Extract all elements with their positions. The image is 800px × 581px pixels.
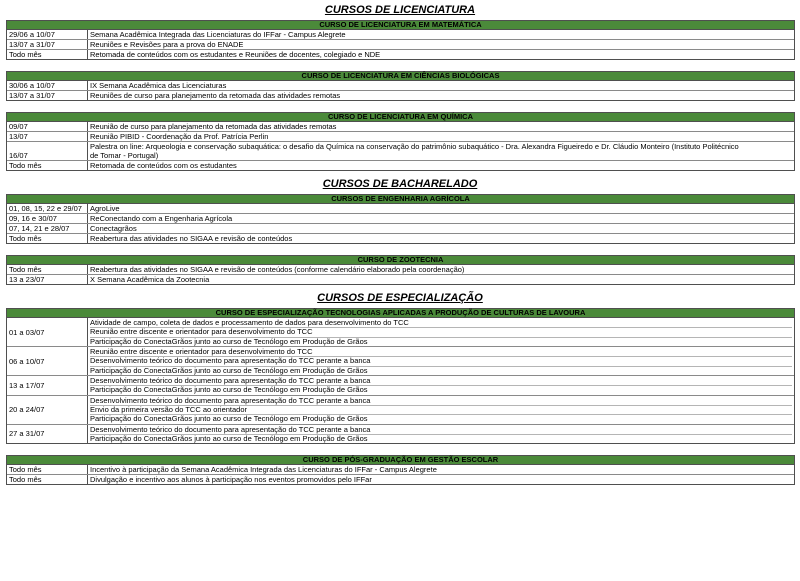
course-table-title: CURSO DE PÓS-GRADUAÇÃO EM GESTÃO ESCOLAR bbox=[7, 456, 794, 465]
row-activity bbox=[88, 234, 794, 243]
activity-line: Retomada de conteúdos com os estudantes e Reuniões de docentes, colegiado e NDE bbox=[90, 50, 381, 59]
course-table bbox=[6, 20, 795, 60]
section-bacharelado bbox=[0, 171, 800, 285]
row-activity bbox=[88, 318, 794, 346]
course-table bbox=[6, 112, 795, 171]
row-date: 13 a 17/07 bbox=[7, 376, 88, 395]
activity-line: de Tomar - Portugal) bbox=[90, 151, 159, 160]
course-table bbox=[6, 308, 795, 444]
activity-line: Reunião PIBID - Coordenação da Prof. Patrícia Perlin bbox=[90, 132, 269, 141]
course-table-title: CURSO DE ZOOTECNIA bbox=[7, 256, 794, 265]
row-activity bbox=[88, 347, 794, 375]
row-date: 13 a 23/07 bbox=[7, 275, 88, 284]
activity-line: Participação do ConectaGrãos junto ao curso de Tecnólogo em Produção de Grãos bbox=[90, 434, 792, 444]
section-especializacao bbox=[0, 285, 800, 485]
row-activity bbox=[88, 475, 794, 484]
row-date: 13/07 a 31/07 bbox=[7, 91, 88, 100]
table-row bbox=[7, 233, 794, 243]
spacer bbox=[0, 244, 800, 255]
table-row bbox=[7, 318, 794, 346]
activity-line: Desenvolvimento teórico do documento para apresentação do TCC perante a banca bbox=[90, 356, 792, 366]
activity-line: Participação do ConectaGrãos junto ao curso de Tecnólogo em Produção de Grãos bbox=[90, 414, 792, 424]
spacer bbox=[0, 60, 800, 71]
table-row bbox=[7, 204, 794, 213]
row-date: 27 a 31/07 bbox=[7, 425, 88, 444]
row-date: 13/07 bbox=[7, 132, 88, 141]
course-table bbox=[6, 455, 795, 485]
table-row bbox=[7, 274, 794, 284]
table-row bbox=[7, 160, 794, 170]
row-activity bbox=[88, 81, 794, 90]
activity-line: Participação do ConectaGrãos junto ao curso de Tecnólogo em Produção de Grãos bbox=[90, 337, 792, 347]
row-activity bbox=[88, 396, 794, 424]
table-row bbox=[7, 395, 794, 424]
section-heading: CURSOS DE LICENCIATURA bbox=[324, 4, 476, 16]
row-activity bbox=[88, 275, 794, 284]
activity-line: Envio da primeira versão do TCC ao orientador bbox=[90, 405, 792, 415]
activity-line: Reuniões e Revisões para a prova do ENADE bbox=[90, 40, 244, 49]
row-date: 16/07 bbox=[7, 142, 88, 160]
activity-line: Desenvolvimento teórico do documento para apresentação do TCC perante a banca bbox=[90, 376, 371, 385]
table-row bbox=[7, 141, 794, 160]
activity-line: ReConectando com a Engenharia Agrícola bbox=[90, 214, 233, 223]
course-table bbox=[6, 255, 795, 285]
row-activity bbox=[88, 122, 794, 131]
activity-line: Palestra on line: Arqueologia e conservação subaquática: o desafio da Química na conservação do patrimônio subaquático - Dra. Alexandra Figueiredo e Dr. Cláudio Monteiro (Instituto Politécnico bbox=[90, 142, 739, 151]
table-row bbox=[7, 131, 794, 141]
table-row bbox=[7, 122, 794, 131]
table-row bbox=[7, 39, 794, 49]
row-date: 09, 16 e 30/07 bbox=[7, 214, 88, 223]
activity-line: Reunião entre discente e orientador para desenvolvimento do TCC bbox=[90, 347, 313, 356]
row-date: Todo mês bbox=[7, 161, 88, 170]
row-activity bbox=[88, 91, 794, 100]
row-date: Todo mês bbox=[7, 50, 88, 59]
section-heading: CURSOS DE BACHARELADO bbox=[322, 178, 478, 190]
table-row bbox=[7, 465, 794, 474]
row-activity bbox=[88, 425, 794, 444]
row-activity bbox=[88, 50, 794, 59]
section-licenciatura bbox=[0, 0, 800, 171]
activity-line: Reuniões de curso para planejamento da retomada das atividades remotas bbox=[90, 91, 341, 100]
row-date: 01 a 03/07 bbox=[7, 318, 88, 346]
activity-line: Reabertura das atividades no SIGAA e revisão de conteúdos (conforme calendário elaborado pela coordenação) bbox=[90, 265, 465, 274]
course-table bbox=[6, 194, 795, 244]
table-row bbox=[7, 346, 794, 375]
table-row bbox=[7, 30, 794, 39]
row-date: Todo mês bbox=[7, 234, 88, 243]
spacer bbox=[0, 101, 800, 112]
activity-line: Atividade de campo, coleta de dados e processamento de dados para desenvolvimento do TCC bbox=[90, 318, 409, 327]
activity-line: IX Semana Acadêmica das Licenciaturas bbox=[90, 81, 227, 90]
row-activity bbox=[88, 224, 794, 233]
activity-line: X Semana Acadêmica da Zootecnia bbox=[90, 275, 210, 284]
activity-line: Incentivo à participação da Semana Acadêmica Integrada das Licenciaturas do IFFar - Campus Alegrete bbox=[90, 465, 437, 474]
activity-line: Participação do ConectaGrãos junto ao curso de Tecnólogo em Produção de Grãos bbox=[90, 385, 792, 395]
row-activity bbox=[88, 265, 794, 274]
row-date: 29/06 a 10/07 bbox=[7, 30, 88, 39]
course-table bbox=[6, 71, 795, 101]
row-activity bbox=[88, 465, 794, 474]
row-date: 13/07 a 31/07 bbox=[7, 40, 88, 49]
activity-line: Participação do ConectaGrãos junto ao curso de Tecnólogo em Produção de Grãos bbox=[90, 366, 792, 376]
activity-line: Divulgação e incentivo aos alunos à participação nos eventos promovidos pelo IFFar bbox=[90, 475, 372, 484]
row-date: 06 a 10/07 bbox=[7, 347, 88, 375]
activity-line: Conectagrãos bbox=[90, 224, 137, 233]
section-heading: CURSOS DE ESPECIALIZAÇÃO bbox=[317, 292, 483, 304]
table-row bbox=[7, 213, 794, 223]
row-activity bbox=[88, 40, 794, 49]
row-date: 20 a 24/07 bbox=[7, 396, 88, 424]
table-row bbox=[7, 223, 794, 233]
activity-line: Reabertura das atividades no SIGAA e revisão de conteúdos bbox=[90, 234, 293, 243]
row-activity bbox=[88, 132, 794, 141]
table-row bbox=[7, 375, 794, 395]
table-row bbox=[7, 265, 794, 274]
row-activity bbox=[88, 376, 794, 395]
activity-line: Retomada de conteúdos com os estudantes bbox=[90, 161, 237, 170]
activity-line: Desenvolvimento teórico do documento para apresentação do TCC perante a banca bbox=[90, 424, 371, 434]
course-table-title: CURSO DE LICENCIATURA EM QUÍMICA bbox=[7, 113, 794, 122]
row-date: Todo mês bbox=[7, 475, 88, 484]
table-row bbox=[7, 90, 794, 100]
course-table-title: CURSOS DE ENGENHARIA AGRÍCOLA bbox=[7, 195, 794, 204]
row-date: 01, 08, 15, 22 e 29/07 bbox=[7, 204, 88, 213]
course-table-title: CURSO DE ESPECIALIZAÇÃO TECNOLOGIAS APLICADAS A PRODUÇÃO DE CULTURAS DE LAVOURA bbox=[7, 309, 794, 318]
table-row bbox=[7, 424, 794, 444]
activity-line: Reunião entre discente e orientador para desenvolvimento do TCC bbox=[90, 327, 792, 337]
row-activity bbox=[88, 142, 794, 160]
table-row bbox=[7, 49, 794, 59]
course-table-title: CURSO DE LICENCIATURA EM MATEMÁTICA bbox=[7, 21, 794, 30]
row-date: Todo mês bbox=[7, 265, 88, 274]
row-activity bbox=[88, 214, 794, 223]
row-date: 30/06 a 10/07 bbox=[7, 81, 88, 90]
spacer bbox=[0, 444, 800, 455]
activity-line: AgroLive bbox=[90, 204, 120, 213]
row-date: 09/07 bbox=[7, 122, 88, 131]
row-activity bbox=[88, 204, 794, 213]
row-date: Todo mês bbox=[7, 465, 88, 474]
activity-line: Reunião de curso para planejamento da retomada das atividades remotas bbox=[90, 122, 337, 131]
activity-line: Semana Acadêmica Integrada das Licenciaturas do IFFar - Campus Alegrete bbox=[90, 30, 346, 39]
row-activity bbox=[88, 30, 794, 39]
table-row bbox=[7, 474, 794, 484]
table-row bbox=[7, 81, 794, 90]
activity-line: Desenvolvimento teórico do documento para apresentação do TCC perante a banca bbox=[90, 395, 371, 405]
row-activity bbox=[88, 161, 794, 170]
row-date: 07, 14, 21 e 28/07 bbox=[7, 224, 88, 233]
course-table-title: CURSO DE LICENCIATURA EM CIÊNCIAS BIOLÓGICAS bbox=[7, 72, 794, 81]
